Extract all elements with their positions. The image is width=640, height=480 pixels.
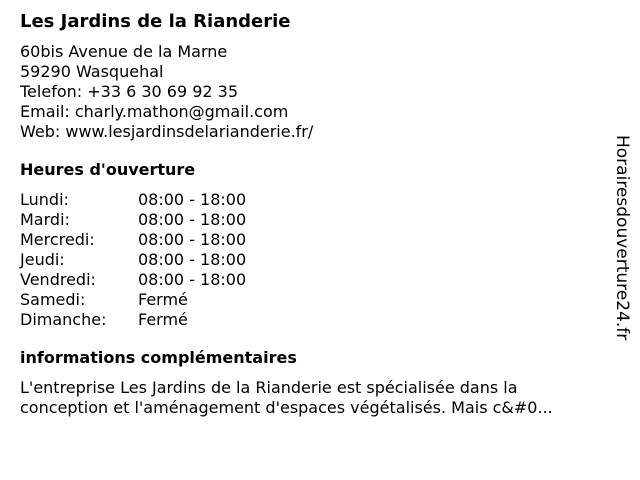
hours-time: Fermé [138,310,188,329]
hours-day: Mercredi: [20,230,95,249]
hours-row-saturday [20,290,605,310]
hours-time: Fermé [138,290,188,309]
opening-hours-heading: Heures d'ouverture [20,160,196,179]
address-line-street: 60bis Avenue de la Marne [20,42,228,61]
hours-row-thursday [20,250,605,270]
web-line: Web: www.lesjardinsdelarianderie.fr/ [20,122,314,141]
opening-hours-table [20,190,605,330]
hours-row-monday [20,190,605,210]
hours-time: 08:00 - 18:00 [138,190,247,209]
hours-day: Jeudi: [20,250,65,269]
hours-time: 08:00 - 18:00 [138,250,247,269]
additional-info-heading: informations complémentaires [20,348,297,367]
hours-day: Samedi: [20,290,86,309]
address-line-city: 59290 Wasquehal [20,62,164,81]
hours-day: Mardi: [20,210,70,229]
hours-time: 08:00 - 18:00 [138,270,247,289]
hours-day: Dimanche: [20,310,107,329]
additional-info-text: L'entreprise Les Jardins de la Rianderie est spécialisée dans la conception et l'aménagement d'espaces végétalisés. Mais c&#0... [20,378,553,417]
hours-time: 08:00 - 18:00 [138,210,247,229]
site-watermark: Horairesdouverture24.fr [612,135,632,341]
business-card [20,10,605,418]
email-line: Email: charly.mathon@gmail.com [20,102,289,121]
hours-day: Vendredi: [20,270,96,289]
hours-row-friday [20,270,605,290]
business-name: Les Jardins de la Rianderie [20,11,291,32]
hours-row-sunday [20,310,605,330]
phone-line: Telefon: +33 6 30 69 92 35 [20,82,239,101]
hours-row-tuesday [20,210,605,230]
hours-row-wednesday [20,230,605,250]
hours-day: Lundi: [20,190,69,209]
hours-time: 08:00 - 18:00 [138,230,247,249]
